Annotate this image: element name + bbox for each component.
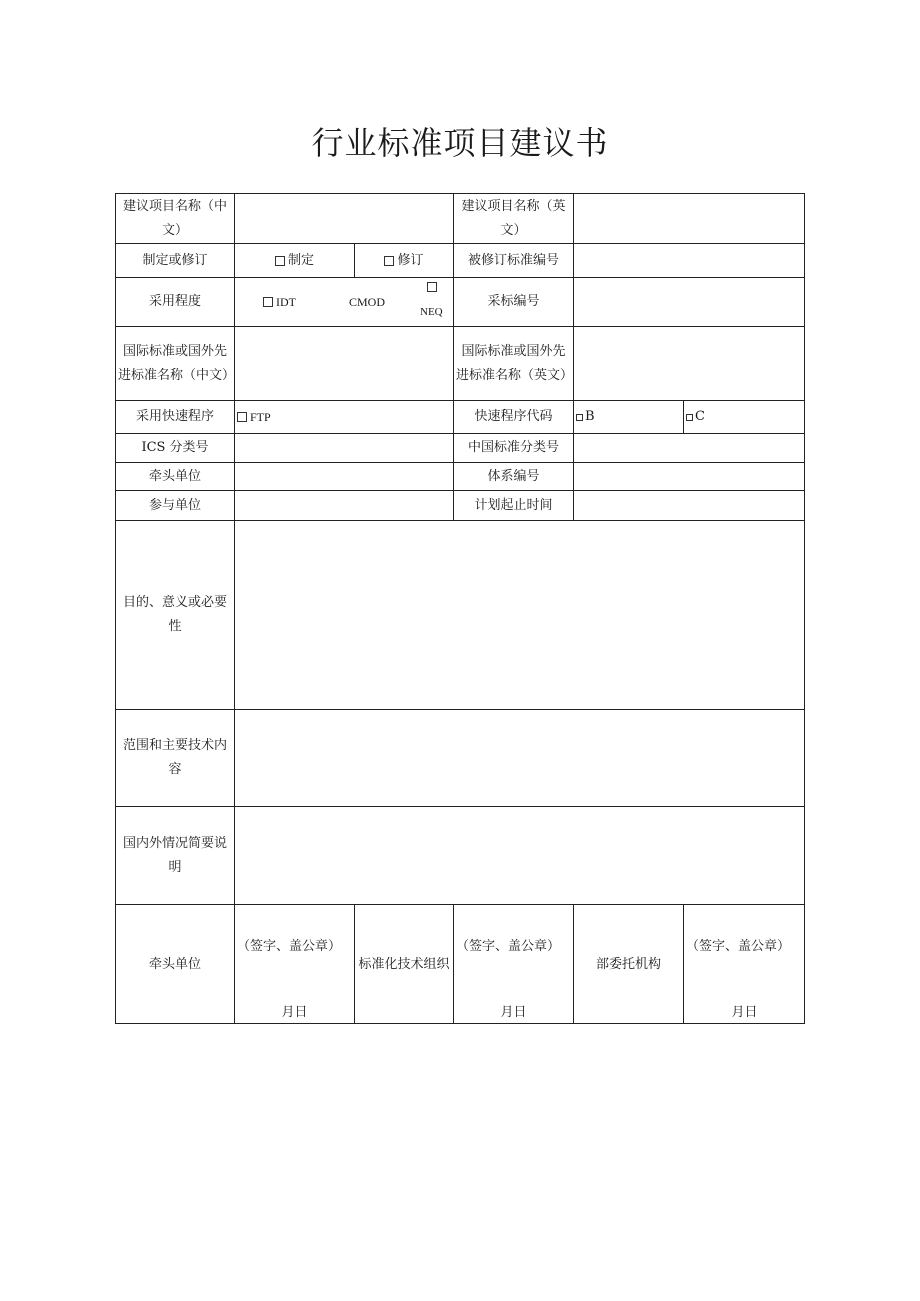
- idt-checkbox[interactable]: IDT: [263, 290, 296, 314]
- adoption-options: [234, 277, 453, 326]
- checkbox-icon: [263, 297, 273, 307]
- checkbox-icon: [237, 412, 247, 422]
- ics-field[interactable]: [234, 433, 453, 462]
- purpose-label: 目的、意义或必要性: [115, 520, 234, 709]
- fast-proc-label: 采用快速程序: [115, 400, 234, 433]
- table-border-bottom: [115, 1023, 805, 1024]
- page-title: 行业标准项目建议书: [311, 124, 609, 162]
- sign-lead-unit-field[interactable]: [234, 904, 354, 1024]
- intl-name-en-label: 国际标准或国外先进标准名称（英文）: [453, 326, 573, 400]
- lead-unit-label: 牵头单位: [115, 462, 234, 490]
- intl-name-en-field[interactable]: [573, 326, 805, 400]
- sign-seal-note: （签字、盖公章）: [237, 939, 342, 954]
- sign-seal-note: （签字、盖公章）: [456, 939, 561, 954]
- checkbox-icon: [384, 256, 394, 266]
- sign-tech-org-label: 标准化技术组织: [354, 904, 453, 1024]
- status-label: 国内外情况简要说明: [115, 806, 234, 904]
- name-cn-field[interactable]: [234, 193, 453, 243]
- lead-unit-field[interactable]: [234, 462, 453, 490]
- sign-seal-note: （签字、盖公章）: [686, 939, 791, 954]
- participants-label: 参与单位: [115, 490, 234, 520]
- adopt-no-field[interactable]: [573, 277, 805, 326]
- intl-name-cn-label: 国际标准或国外先进标准名称（中文）: [115, 326, 234, 400]
- schedule-field[interactable]: [573, 490, 805, 520]
- checkbox-icon: [686, 414, 693, 421]
- ics-label: ICS 分类号: [115, 433, 234, 462]
- sign-date: 月日: [500, 1005, 527, 1020]
- make-or-revise-label: 制定或修订: [115, 243, 234, 277]
- schedule-label: 计划起止时间: [453, 490, 573, 520]
- scope-label: 范围和主要技术内容: [115, 709, 234, 806]
- system-no-label: 体系编号: [453, 462, 573, 490]
- intl-name-cn-field[interactable]: [234, 326, 453, 400]
- name-en-field[interactable]: [573, 193, 805, 243]
- revised-std-no-field[interactable]: [573, 243, 805, 277]
- checkbox-icon: [275, 256, 285, 266]
- scope-field[interactable]: [234, 709, 805, 806]
- revised-std-no-label: 被修订标准编号: [453, 243, 573, 277]
- mod-option[interactable]: CMOD: [349, 295, 386, 309]
- sign-date: 月日: [281, 1005, 308, 1020]
- neq-option: NEQ: [420, 306, 443, 318]
- ftp-checkbox[interactable]: FTP: [234, 400, 453, 433]
- table-border-right: [804, 193, 805, 1024]
- c-checkbox[interactable]: C: [683, 400, 805, 433]
- participants-field[interactable]: [234, 490, 453, 520]
- sign-ministry-label: 部委托机构: [573, 904, 683, 1024]
- ccs-field[interactable]: [573, 433, 805, 462]
- sign-date: 月日: [731, 1005, 758, 1020]
- adoption-label: 采用程度: [115, 277, 234, 326]
- sign-lead-unit-label: 牵头单位: [115, 904, 234, 1024]
- name-cn-label: 建议项目名称（中文）: [115, 193, 234, 243]
- sign-tech-org-field[interactable]: [453, 904, 573, 1024]
- system-no-field[interactable]: [573, 462, 805, 490]
- status-field[interactable]: [234, 806, 805, 904]
- adopt-no-label: 采标编号: [453, 277, 573, 326]
- fast-code-label: 快速程序代码: [453, 400, 573, 433]
- name-en-label: 建议项目名称（英文）: [453, 193, 573, 243]
- purpose-field[interactable]: [234, 520, 805, 709]
- proposal-form-table: [115, 193, 805, 1024]
- b-checkbox[interactable]: B: [573, 400, 683, 433]
- sign-ministry-field[interactable]: [683, 904, 805, 1024]
- make-checkbox[interactable]: 制定: [234, 243, 354, 277]
- neq-checkbox-icon[interactable]: [427, 282, 437, 292]
- ccs-label: 中国标准分类号: [453, 433, 573, 462]
- checkbox-icon: [576, 414, 583, 421]
- revise-checkbox[interactable]: 修订: [354, 243, 453, 277]
